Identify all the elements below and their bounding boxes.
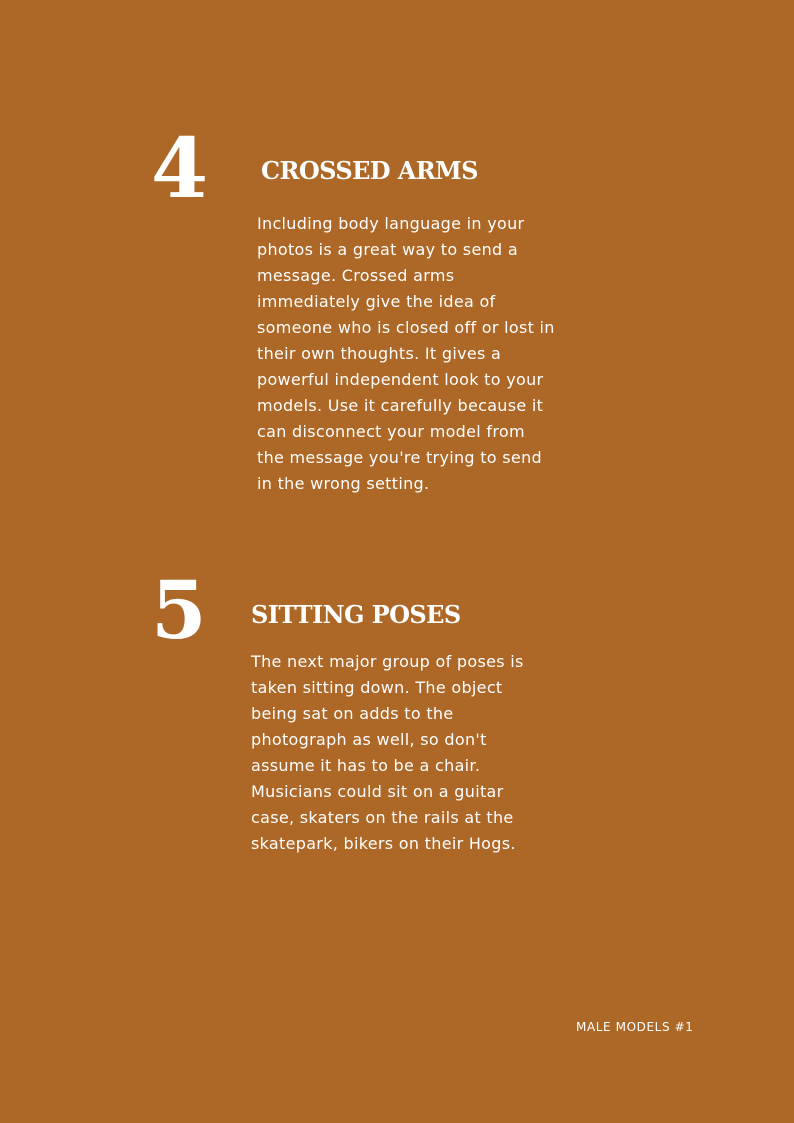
section-number-5: 5	[151, 563, 205, 657]
section-body-crossed-arms: Including body language in your photos is a great way to send a message. Crossed arms immediately give the idea of someone who is closed off or lost in their own thoughts. It gives a powerful independent look to your models. Use it carefully because it can disconnect your model from the message you're trying to send in the wrong setting.	[257, 214, 555, 493]
section-number-4: 4	[151, 121, 207, 217]
section-title-crossed-arms: CROSSED ARMS	[261, 156, 478, 185]
section-title-sitting-poses: SITTING POSES	[251, 600, 461, 629]
footer-label: MALE MODELS #1	[576, 1020, 694, 1034]
section-body-sitting-poses: The next major group of poses is taken sitting down. The object being sat on adds to the photograph as well, so don't assume it has to be a chair. Musicians could sit on a guitar case, skaters on the rails at the skatepark, bikers on their Hogs.	[251, 652, 524, 853]
